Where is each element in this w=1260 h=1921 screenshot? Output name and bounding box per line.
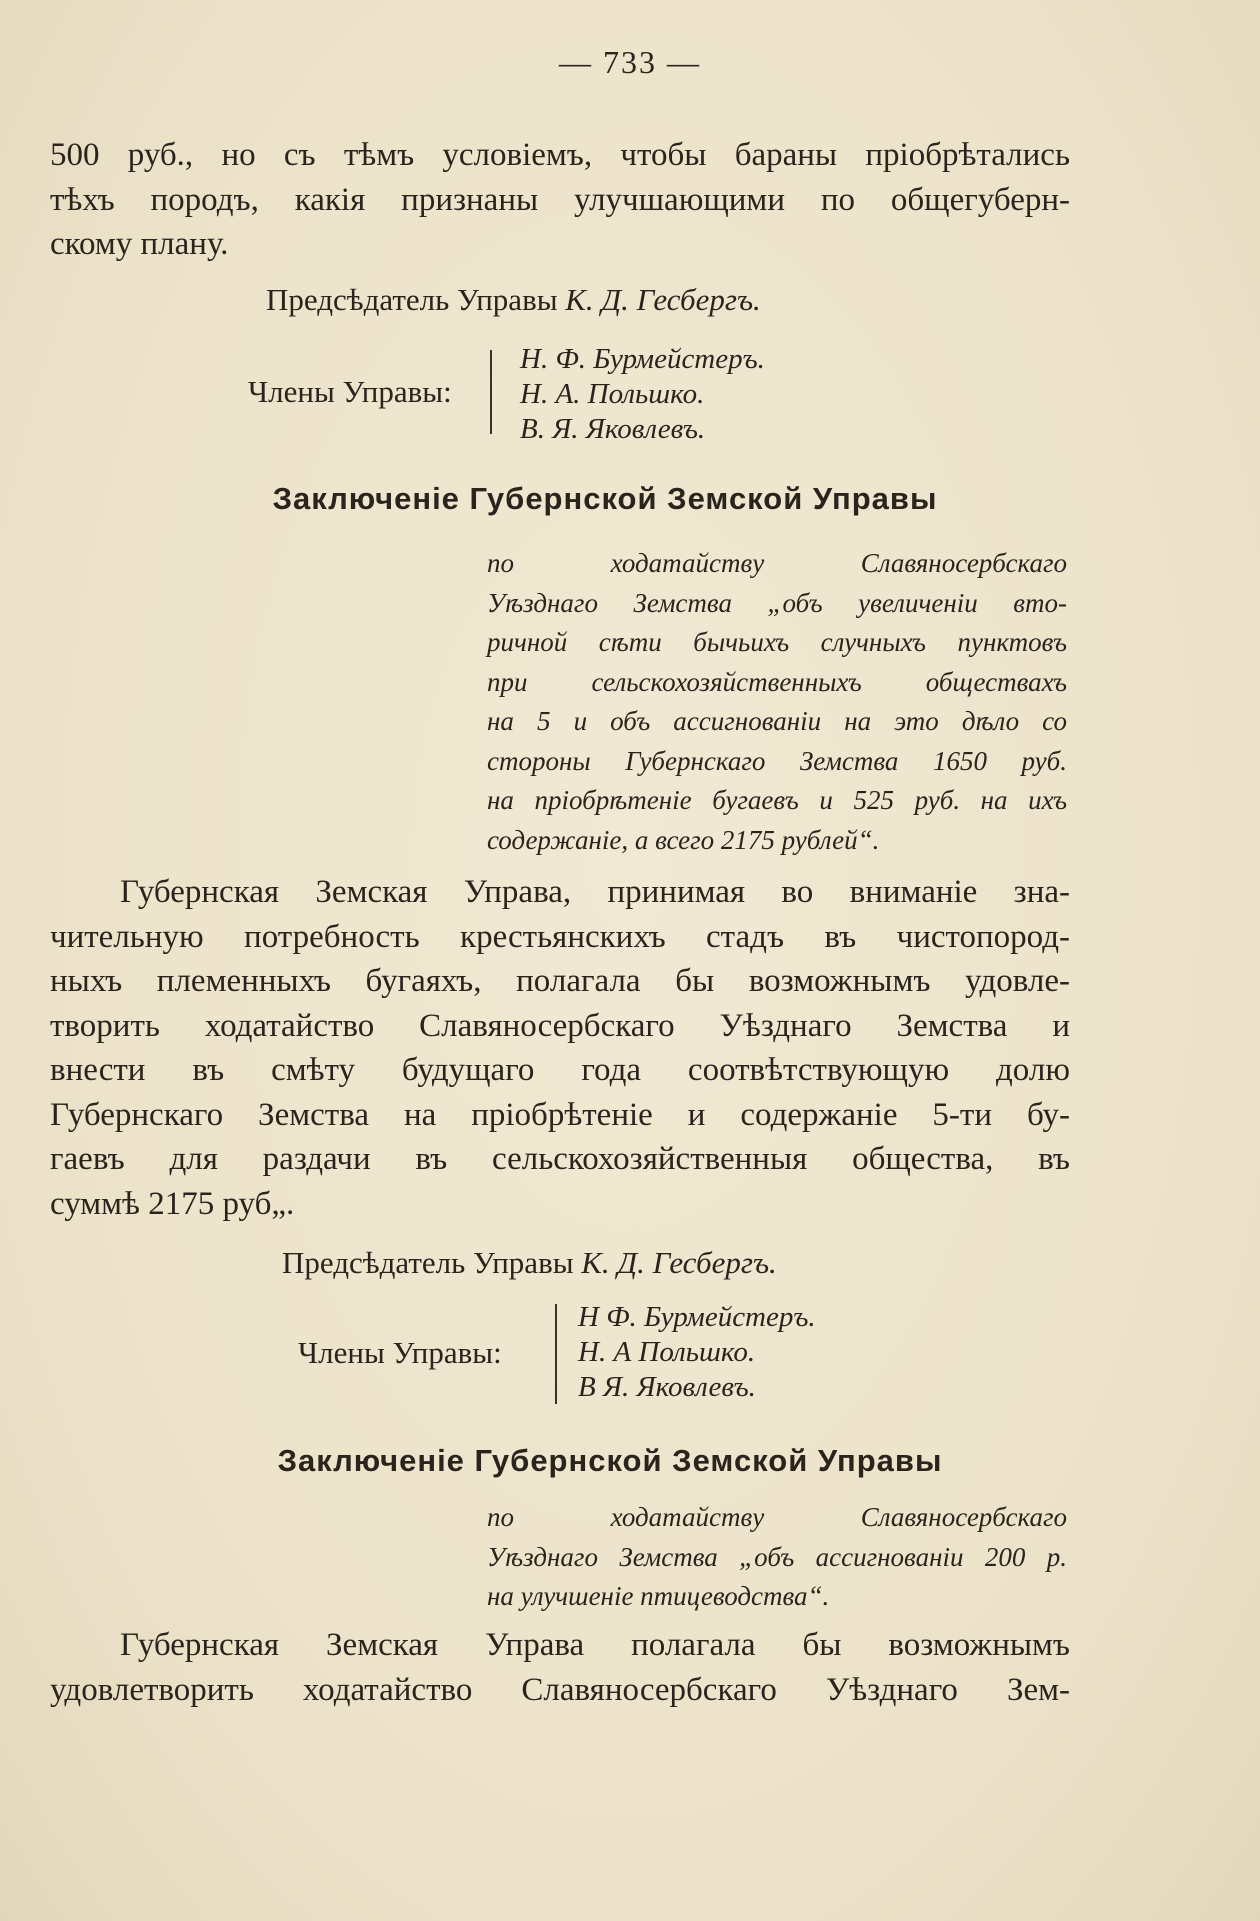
petition-summary [487,544,1067,860]
member-name: Н. Ф. Бурмейстеръ. [520,343,765,375]
summary-line: на пріобрѣтеніе бугаевъ и 525 руб. на ихъ [487,785,1067,815]
chair-label: Предсѣдатель Управы [266,282,558,317]
summary-line: Уѣзднаго Земства „объ ассигнованіи 200 р. [487,1541,1067,1572]
brace-icon [490,350,492,434]
text-line: Губернскаго Земства на пріобрѣтеніе и содержаніе 5-ти бу- [50,1096,1070,1133]
members-label: Члены Управы: [248,374,452,409]
member-name: Н Ф. Бурмейстеръ. [578,1301,816,1333]
chair-signature [282,1245,777,1281]
paragraph-body [50,870,1070,1226]
text-line: суммѣ 2175 руб„. [50,1185,295,1222]
section-heading: Заключеніе Губернской Земской Управы [277,1443,943,1478]
text-line: Губернская Земская Управа полагала бы возможнымъ [120,1627,1070,1663]
chair-label: Предсѣдатель Управы [282,1245,574,1280]
paragraph-body [50,1623,1070,1712]
page-number: — 733 — [559,44,701,80]
summary-line: на улучшеніе птицеводства“. [487,1581,830,1611]
text-line: скому плану. [50,226,229,262]
member-name: Н. А. Польшко. [520,378,705,410]
text-line: гаевъ для раздачи въ сельскохозяйственныя общества, въ [50,1141,1070,1177]
text-line: Губернская Земская Управа, принимая во вниманіе зна- [120,874,1070,910]
text-line: 500 руб., но съ тѣмъ условіемъ, чтобы бараны пріобрѣтались [50,137,1070,173]
members-list [578,1300,816,1405]
section-heading: Заключеніе Губернской Земской Управы [272,481,938,516]
summary-line: при сельскохозяйственныхъ обществахъ [487,666,1067,697]
paragraph-continuation [50,133,1070,267]
summary-line: по ходатайству Славяносербскаго [487,548,1067,578]
summary-line: содержаніе, а всего 2175 рублей“. [487,824,880,855]
petition-summary [487,1498,1067,1617]
chair-signature [266,282,761,318]
text-line: ныхъ племенныхъ бугаяхъ, полагала бы возможнымъ удовле- [50,963,1070,999]
member-name: Н. А Польшко. [578,1336,756,1368]
chair-name: К. Д. Гесбергъ. [581,1245,777,1280]
text-line: удовлетворить ходатайство Славяносербскаго Уѣзднаго Зем- [50,1671,1070,1708]
summary-line: Уѣзднаго Земства „объ увеличеніи вто- [487,587,1067,618]
member-name: В. Я. Яковлевъ. [520,413,706,445]
text-line: творить ходатайство Славяносербскаго Уѣзднаго Земства и [50,1007,1070,1044]
text-line: тѣхъ породъ, какія признаны улучшающими по общегуберн- [50,181,1070,218]
members-list [520,342,765,447]
summary-line: ричной сѣти бычьихъ случныхъ пунктовъ [487,627,1067,657]
member-name: В Я. Яковлевъ. [578,1371,756,1403]
summary-line: стороны Губернскаго Земства 1650 руб. [487,745,1067,776]
text-line: внести въ смѣту будущаго года соотвѣтствующую долю [50,1052,1070,1088]
chair-name: К. Д. Гесбергъ. [565,282,761,317]
brace-icon [555,1304,557,1404]
text-line: чительную потребность крестьянскихъ стадъ въ чистопород- [50,918,1070,955]
summary-line: на 5 и объ ассигнованіи на это дѣло со [487,706,1067,736]
members-label: Члены Управы: [298,1335,502,1370]
summary-line: по ходатайству Славяносербскаго [487,1502,1067,1532]
